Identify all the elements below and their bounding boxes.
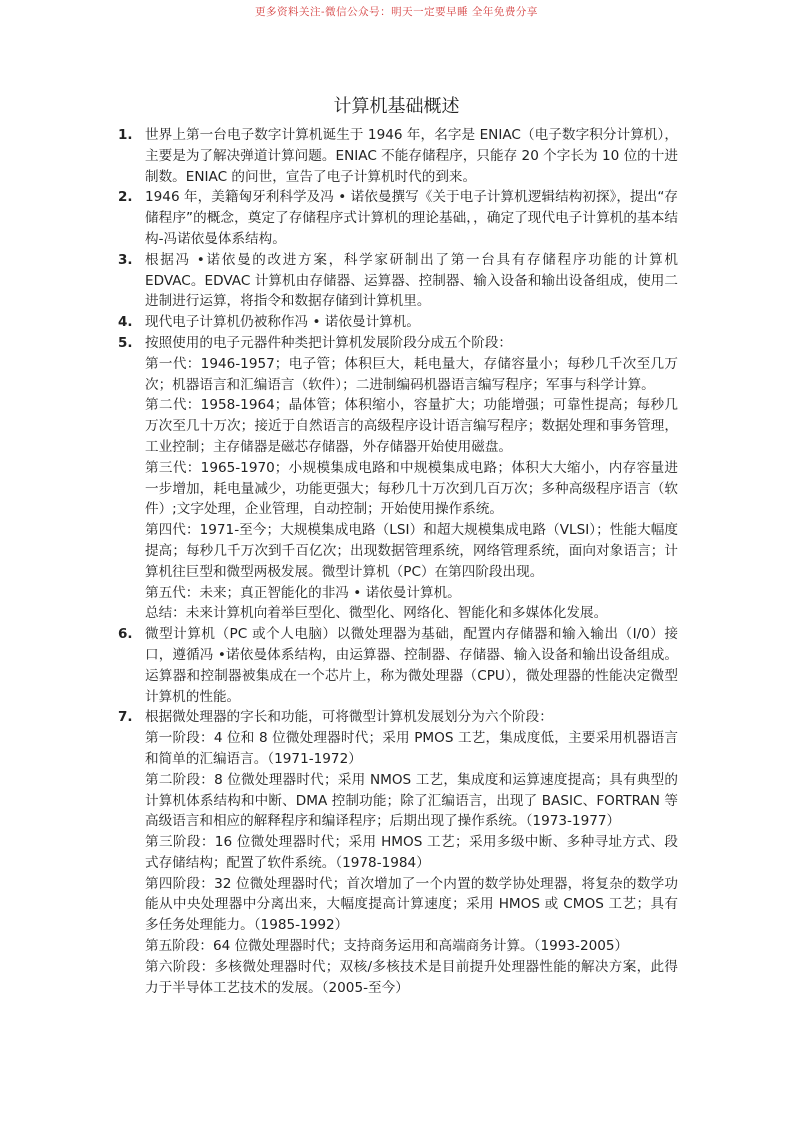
list-item-number: 3. bbox=[118, 251, 133, 268]
header-banner: 更多资料关注-微信公众号：明天一定要早睡 全年免费分享 bbox=[255, 6, 538, 18]
list-item bbox=[118, 312, 678, 333]
list-item bbox=[118, 125, 678, 187]
list-item-paragraph: 微型计算机（PC 或个人电脑）以微处理器为基础，配置内存储器和输入输出（I/0）接口，遵循冯 •诺依曼体系结构，由运算器、控制器、存储器、输入设备和输出设备组成。运算器和控制器被集成在一个芯片上，称为微处理器（CPU），微处理器的性能决定微型计算机的性能。 bbox=[145, 626, 678, 705]
list-item-number: 2. bbox=[118, 189, 133, 206]
numbered-list bbox=[118, 125, 678, 998]
list-item-paragraph: 总结：未来计算机向着举巨型化、微型化、网络化、智能化和多媒体化发展。 bbox=[145, 605, 608, 622]
list-item-number: 4. bbox=[118, 314, 133, 331]
list-item bbox=[118, 333, 678, 624]
list-item-paragraph: 第四阶段：32 位微处理器时代；首次增加了一个内置的数学协处理器，将复杂的数学功能从中央处理器中分离出来，大幅度提高计算速度；采用 HMOS 或 CMOS 工艺；具有多任务处理能力。（1985-1992） bbox=[145, 875, 678, 934]
list-item-number: 1. bbox=[118, 127, 133, 143]
list-item bbox=[118, 707, 678, 998]
list-item-paragraph: 第五代：未来；真正智能化的非冯 • 诺依曼计算机。 bbox=[145, 584, 461, 601]
list-item-paragraph: 1946 年，美籍匈牙利科学及冯 • 诺依曼撰写《关于电子计算机逻辑结构初探》，提出“存储程序”的概念，奠定了存储程序式计算机的理论基础，，确定了现代电子计算机的基本结构-冯诺依曼体系结构。 bbox=[145, 189, 678, 247]
list-item-number: 7. bbox=[118, 709, 133, 726]
list-item bbox=[118, 187, 678, 249]
list-item-paragraph: 按照使用的电子元器件种类把计算机发展阶段分成五个阶段： bbox=[145, 334, 513, 351]
list-item-paragraph: 第三代：1965-1970；小规模集成电路和中规模集成电路；体积大大缩小，内存容量进一步增加，耗电量减少，功能更强大；每秒几十万次到几百万次；多种高级程序语言（软件）;文字处理，企业管理，自动控制；开始使用操作系统。 bbox=[145, 459, 678, 518]
list-item-paragraph: 第一阶段：4 位和 8 位微处理器时代；采用 PMOS 工艺，集成度低，主要采用机器语言和简单的汇编语言。（1971-1972） bbox=[145, 730, 678, 767]
list-item-number: 5. bbox=[118, 334, 133, 351]
list-item-paragraph: 第二代：1958-1964；晶体管；体积缩小，容量扩大；功能增强；可靠性提高；每秒几万次至几十万次；接近于自然语言的高级程序设计语言编写程序；数据处理和事务管理，工业控制；主存储器是磁芯存储器，外存储器开始使用磁盘。 bbox=[145, 397, 678, 455]
list-item-paragraph: 第二阶段：8 位微处理器时代；采用 NMOS 工艺，集成度和运算速度提高；具有典型的计算机体系结构和中断、DMA 控制功能；除了汇编语言，出现了 BASIC、FORTRAN 等高级语言和相应的解释程序和编译程序；后期出现了操作系统。（1973-1977） bbox=[145, 771, 678, 830]
list-item bbox=[118, 624, 678, 707]
list-item-paragraph: 世界上第一台电子数字计算机诞生于 1946 年，名字是 ENIAC（电子数字积分计算机），主要是为了解决弹道计算问题。ENIAC 不能存储程序，只能存 20 个字长为 10 位的十进制数。ENIAC 的问世，宣告了电子计算机时代的到来。 bbox=[145, 127, 678, 185]
list-item-paragraph: 根据冯 •诺依曼的改进方案，科学家研制出了第一台具有存储程序功能的计算机 EDVAC。EDVAC 计算机由存储器、运算器、控制器、输入设备和输出设备组成，使用二进制进行运算，将指令和数据存储到计算机里。 bbox=[145, 251, 678, 310]
list-item-paragraph: 根据微处理器的字长和功能，可将微型计算机发展划分为六个阶段： bbox=[145, 709, 553, 726]
list-item-paragraph: 第六阶段：多核微处理器时代；双核/多核技术是目前提升处理器性能的解决方案，此得力于半导体工艺技术的发展。（2005-至今） bbox=[145, 958, 678, 996]
list-item-paragraph: 现代电子计算机仍被称作冯 • 诺依曼计算机。 bbox=[145, 314, 420, 331]
list-item bbox=[118, 250, 678, 312]
list-item-paragraph: 第四代：1971-至今；大规模集成电路（LSI）和超大规模集成电路（VLSI）；性能大幅度提高；每秒几千万次到千百亿次；出现数据管理系统，网络管理系统，面向对象语言；计算机往巨型和微型两极发展。微型计算机（PC）在第四阶段出现。 bbox=[145, 522, 678, 580]
list-item-paragraph: 第五阶段：64 位微处理器时代；支持商务运用和高端商务计算。（1993-2005） bbox=[145, 938, 629, 955]
list-item-paragraph: 第三阶段：16 位微处理器时代；采用 HMOS 工艺；采用多级中断、多种寻址方式、段式存储结构；配置了软件系统。（1978-1984） bbox=[145, 834, 678, 871]
list-item-number: 6. bbox=[118, 626, 133, 643]
list-item-paragraph: 第一代：1946-1957；电子管；体积巨大，耗电量大，存储容量小；每秒几千次至几万次；机器语言和汇编语言（软件）；二进制编码机器语言编写程序；军事与科学计算。 bbox=[145, 355, 678, 393]
page-title: 计算机基础概述 bbox=[333, 96, 460, 117]
